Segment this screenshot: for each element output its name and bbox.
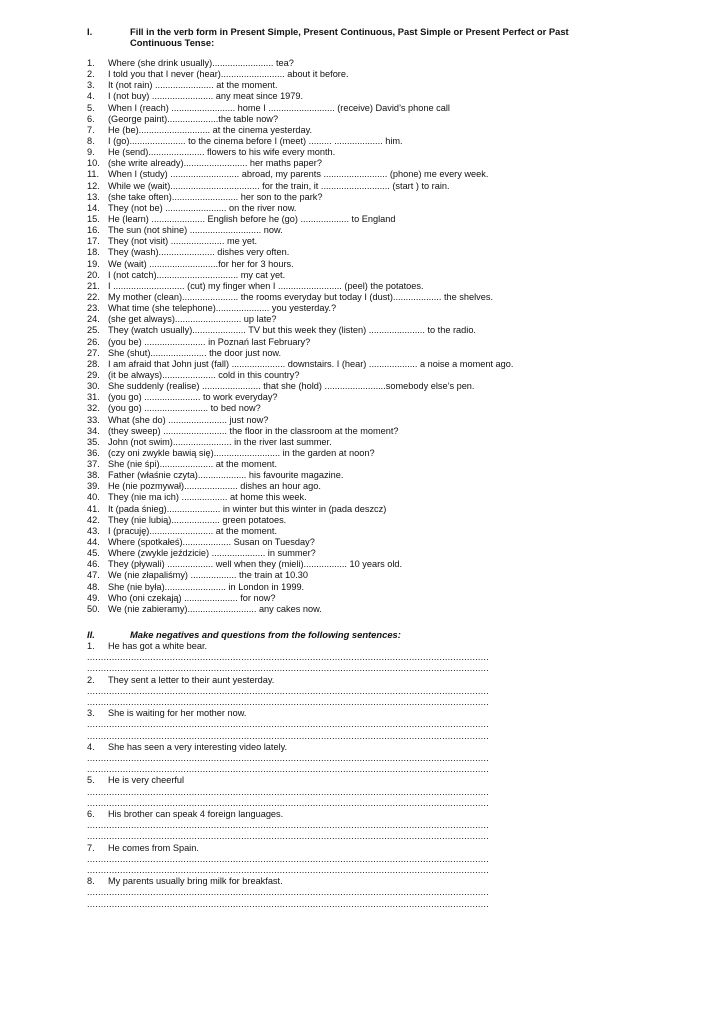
- sentence-number: 5.: [87, 775, 95, 786]
- exercise-text: While we (wait)................................... for the train, it ........................... (start ) to rain.: [108, 180, 450, 191]
- exercise-text: They (nie lubią)................... green potatoes.: [108, 514, 287, 525]
- exercise-number: 38.: [87, 470, 100, 481]
- exercise-text: When I (reach) ......................... home I .......................... (receive) David’s phone call: [108, 102, 450, 113]
- sentence-text: His brother can speak 4 foreign languages.: [108, 808, 284, 819]
- exercise-text: (she write already)......................... her maths paper?: [108, 158, 322, 169]
- exercise-number: 50.: [87, 603, 100, 614]
- sentence-text: She is waiting for her mother now.: [108, 708, 247, 719]
- exercise-text: (they sweep) ......................... the floor in the classroom at the moment?: [108, 425, 399, 436]
- answer-line[interactable]: ..................................................................................................................................................: [87, 652, 489, 663]
- exercise-item: [87, 559, 687, 570]
- exercise-text: (you be) ........................ in Poznań last February?: [108, 336, 311, 347]
- exercise-item: [87, 125, 687, 136]
- exercise-number: 46.: [87, 559, 100, 570]
- exercise-item: [87, 392, 687, 403]
- exercise-item: [87, 114, 687, 125]
- exercise-item: [87, 370, 687, 381]
- exercise-text: They (not visit) ..................... me yet.: [108, 236, 258, 247]
- exercise-text: I (pracuję)......................... at the moment.: [108, 525, 278, 536]
- exercise-number: 15.: [87, 213, 100, 224]
- exercise-number: 45.: [87, 548, 100, 559]
- exercise-number: 39.: [87, 481, 100, 492]
- exercise-number: 19.: [87, 258, 100, 269]
- exercise-item: [87, 537, 687, 548]
- exercise-text: I (not catch)................................ my cat yet.: [108, 269, 286, 280]
- sentence-item: [87, 641, 687, 675]
- section-2-exercise-list: [87, 641, 687, 910]
- exercise-text: She suddenly (realise) ....................... that she (hold) ........................somebody else’s pen.: [108, 381, 475, 392]
- exercise-item: [87, 103, 687, 114]
- sentence-text: He is very cheerful: [108, 775, 185, 786]
- exercise-number: 11.: [87, 169, 100, 180]
- exercise-item: [87, 403, 687, 414]
- exercise-text: Where (spotkałeś)................... Susan on Tuesday?: [108, 537, 315, 548]
- exercise-text: I am afraid that John just (fall) ..................... downstairs. I (hear) ................... a noise a moment ago.: [108, 358, 514, 369]
- answer-line[interactable]: ..................................................................................................................................................: [87, 764, 489, 775]
- exercise-item: [87, 58, 687, 69]
- sentence-item: [87, 775, 687, 809]
- exercise-number: 37.: [87, 459, 100, 470]
- section-1-number: I.: [87, 26, 93, 37]
- sentence-item: [87, 876, 687, 910]
- exercise-number: 1.: [87, 58, 95, 68]
- exercise-text: We (nie złapaliśmy) .................. the train at 10.30: [108, 570, 308, 581]
- exercise-text: Where (she drink usually)........................ tea?: [108, 58, 294, 68]
- sentence-text: She has seen a very interesting video lately.: [108, 741, 288, 752]
- exercise-number: 36.: [87, 447, 100, 458]
- exercise-text: (she take often).......................... her son to the park?: [108, 191, 323, 202]
- answer-line[interactable]: ..................................................................................................................................................: [87, 797, 489, 808]
- exercise-number: 3.: [87, 80, 95, 91]
- sentence-item: [87, 809, 687, 843]
- exercise-text: We (nie zabieramy)........................... any cakes now.: [108, 603, 322, 614]
- exercise-item: [87, 515, 687, 526]
- exercise-item: [87, 426, 687, 437]
- exercise-text: (czy oni zwykle bawią się).......................... in the garden at noon?: [108, 447, 375, 458]
- exercise-item: [87, 259, 687, 270]
- answer-line[interactable]: ..................................................................................................................................................: [87, 663, 489, 674]
- answer-line[interactable]: ..................................................................................................................................................: [87, 685, 489, 696]
- answer-line[interactable]: ..................................................................................................................................................: [87, 786, 489, 797]
- exercise-text: John (not swim)....................... in the river last summer.: [108, 436, 332, 447]
- exercise-text: He (be)............................ at the cinema yesterday.: [108, 124, 313, 135]
- exercise-number: 28.: [87, 358, 100, 369]
- exercise-number: 13.: [87, 191, 100, 202]
- sentence-number: 2.: [87, 674, 95, 685]
- exercise-number: 44.: [87, 537, 100, 548]
- exercise-item: [87, 504, 687, 515]
- sentence-text: He comes from Spain.: [108, 842, 199, 853]
- answer-line[interactable]: ..................................................................................................................................................: [87, 696, 489, 707]
- exercise-number: 9.: [87, 147, 95, 158]
- exercise-item: [87, 303, 687, 314]
- exercise-text: They (nie ma ich) .................. at home this week.: [108, 492, 307, 503]
- exercise-text: When I (study) ........................... abroad, my parents ......................... (phone) me every week.: [108, 169, 489, 180]
- exercise-text: I (not buy) ........................ any meat since 1979.: [108, 91, 304, 102]
- exercise-item: [87, 448, 687, 459]
- exercise-text: He (learn) ..................... English before he (go) ................... to England: [108, 213, 396, 224]
- exercise-number: 20.: [87, 269, 100, 280]
- exercise-item: [87, 604, 687, 615]
- sentence-item: [87, 675, 687, 709]
- sentence-number: 1.: [87, 641, 95, 651]
- exercise-number: 41.: [87, 503, 100, 514]
- exercise-text: She (nie była)........................ in London in 1999.: [108, 581, 305, 592]
- sentence-item: [87, 708, 687, 742]
- exercise-item: [87, 147, 687, 158]
- exercise-item: [87, 359, 687, 370]
- exercise-item: [87, 337, 687, 348]
- exercise-number: 22.: [87, 291, 100, 302]
- exercise-number: 18.: [87, 247, 100, 258]
- exercise-item: [87, 381, 687, 392]
- exercise-text: The sun (not shine) ............................ now.: [108, 225, 283, 236]
- exercise-item: [87, 492, 687, 503]
- exercise-text: They (watch usually)..................... TV but this week they (listen) ...................... to the radio.: [108, 325, 476, 336]
- sentence-item: [87, 742, 687, 776]
- exercise-number: 40.: [87, 492, 100, 503]
- exercise-text: Father (właśnie czyta)................... his favourite magazine.: [108, 470, 344, 481]
- exercise-item: [87, 526, 687, 537]
- section-2-number: II.: [87, 629, 95, 640]
- exercise-text: He (nie pozmywał)..................... dishes an hour ago.: [108, 481, 321, 492]
- exercise-item: [87, 325, 687, 336]
- section-2-title: Make negatives and questions from the following sentences:: [130, 629, 401, 640]
- section-1-title: Fill in the verb form in Present Simple, Present Continuous, Past Simple or Present Perfect or Past Continuous Tense:: [130, 26, 569, 49]
- exercise-number: 35.: [87, 436, 100, 447]
- exercise-number: 26.: [87, 336, 100, 347]
- exercise-item: [87, 225, 687, 236]
- exercise-number: 21.: [87, 280, 100, 291]
- exercise-text: They (not be) ........................ on the river now.: [108, 202, 297, 213]
- exercise-number: 47.: [87, 570, 100, 581]
- sentence-number: 3.: [87, 708, 95, 719]
- exercise-number: 8.: [87, 135, 95, 146]
- exercise-text: He (send)...................... flowers to his wife every month.: [108, 147, 336, 158]
- exercise-number: 25.: [87, 325, 100, 336]
- sentence-number: 4.: [87, 741, 95, 752]
- exercise-item: [87, 548, 687, 559]
- exercise-item: [87, 292, 687, 303]
- exercise-text: I ............................ (cut) my finger when I ......................... (peel) the potatoes.: [108, 280, 424, 291]
- answer-line[interactable]: ..................................................................................................................................................: [87, 831, 489, 842]
- exercise-item: [87, 281, 687, 292]
- exercise-text: She (nie śpi)..................... at the moment.: [108, 459, 278, 470]
- sentence-number: 8.: [87, 876, 95, 887]
- exercise-number: 5.: [87, 102, 95, 113]
- exercise-number: 12.: [87, 180, 100, 191]
- exercise-text: (you go) ...................... to work everyday?: [108, 392, 278, 403]
- exercise-number: 30.: [87, 381, 100, 392]
- exercise-text: Where (zwykle jeździcie) ..................... in summer?: [108, 548, 316, 559]
- exercise-item: [87, 80, 687, 91]
- exercise-item: [87, 570, 687, 581]
- answer-line[interactable]: ..................................................................................................................................................: [87, 820, 489, 831]
- exercise-item: [87, 169, 687, 180]
- exercise-number: 48.: [87, 581, 100, 592]
- exercise-number: 16.: [87, 225, 100, 236]
- exercise-text: My mother (clean)...................... the rooms everyday but today I (dust)................... the shelves.: [108, 291, 493, 302]
- exercise-text: What (she do) ....................... just now?: [108, 414, 269, 425]
- exercise-number: 42.: [87, 514, 100, 525]
- section-1-heading: [87, 26, 607, 48]
- answer-line[interactable]: ..................................................................................................................................................: [87, 730, 489, 741]
- exercise-item: [87, 192, 687, 203]
- exercise-text: (it be always)..................... cold in this country?: [108, 369, 300, 380]
- exercise-number: 24.: [87, 314, 100, 325]
- answer-line[interactable]: ..................................................................................................................................................: [87, 752, 489, 763]
- exercise-text: I (go)...................... to the cinema before I (meet) ......... ................... him.: [108, 135, 403, 146]
- exercise-item: [87, 247, 687, 258]
- exercise-text: They (wash)...................... dishes very often.: [108, 247, 290, 258]
- exercise-number: 7.: [87, 124, 95, 135]
- exercise-item: [87, 181, 687, 192]
- answer-line[interactable]: ..................................................................................................................................................: [87, 898, 489, 909]
- exercise-number: 2.: [87, 69, 95, 80]
- exercise-item: [87, 158, 687, 169]
- exercise-item: [87, 481, 687, 492]
- sentence-text: They sent a letter to their aunt yesterday.: [108, 674, 275, 685]
- exercise-item: [87, 314, 687, 325]
- answer-line[interactable]: ..................................................................................................................................................: [87, 864, 489, 875]
- exercise-item: [87, 582, 687, 593]
- sentence-number: 7.: [87, 842, 95, 853]
- exercise-number: 10.: [87, 158, 100, 169]
- exercise-text: What time (she telephone)..................... you yesterday.?: [108, 303, 337, 314]
- exercise-item: [87, 91, 687, 102]
- exercise-text: Who (oni czekają) ..................... for now?: [108, 592, 276, 603]
- section-1-exercise-list: [87, 58, 687, 615]
- exercise-item: [87, 69, 687, 80]
- section-2-heading: [87, 629, 607, 640]
- exercise-item: [87, 270, 687, 281]
- exercise-item: [87, 415, 687, 426]
- exercise-item: [87, 203, 687, 214]
- exercise-item: [87, 236, 687, 247]
- exercise-text: (George paint)....................the table now?: [108, 113, 279, 124]
- exercise-item: [87, 437, 687, 448]
- answer-line[interactable]: ..................................................................................................................................................: [87, 853, 489, 864]
- answer-line[interactable]: ..................................................................................................................................................: [87, 719, 489, 730]
- exercise-number: 27.: [87, 347, 100, 358]
- answer-line[interactable]: ..................................................................................................................................................: [87, 887, 489, 898]
- sentence-number: 6.: [87, 808, 95, 819]
- exercise-text: It (not rain) ....................... at the moment.: [108, 80, 278, 91]
- exercise-number: 32.: [87, 403, 100, 414]
- exercise-text: (you go) ......................... to bed now?: [108, 403, 261, 414]
- exercise-number: 43.: [87, 525, 100, 536]
- exercise-text: She (shut)...................... the door just now.: [108, 347, 282, 358]
- exercise-number: 23.: [87, 303, 100, 314]
- exercise-item: [87, 136, 687, 147]
- sentence-text: He has got a white bear.: [108, 641, 208, 651]
- exercise-number: 34.: [87, 425, 100, 436]
- exercise-number: 17.: [87, 236, 100, 247]
- exercise-text: It (pada śnieg)..................... in winter but this winter in (pada deszcz): [108, 503, 387, 514]
- sentence-text: My parents usually bring milk for breakfast.: [108, 876, 283, 887]
- exercise-item: [87, 459, 687, 470]
- exercise-item: [87, 214, 687, 225]
- exercise-item: [87, 470, 687, 481]
- sentence-item: [87, 843, 687, 877]
- exercise-item: [87, 348, 687, 359]
- exercise-number: 14.: [87, 202, 100, 213]
- exercise-number: 29.: [87, 369, 100, 380]
- exercise-number: 49.: [87, 592, 100, 603]
- exercise-number: 4.: [87, 91, 95, 102]
- exercise-text: They (pływali) .................. well when they (mieli)................. 10 years old.: [108, 559, 403, 570]
- exercise-number: 6.: [87, 113, 95, 124]
- exercise-number: 31.: [87, 392, 100, 403]
- exercise-item: [87, 593, 687, 604]
- exercise-number: 33.: [87, 414, 100, 425]
- exercise-text: We (wait) ...........................for her for 3 hours.: [108, 258, 294, 269]
- exercise-text: (she get always).......................... up late?: [108, 314, 277, 325]
- exercise-text: I told you that I never (hear)......................... about it before.: [108, 69, 349, 80]
